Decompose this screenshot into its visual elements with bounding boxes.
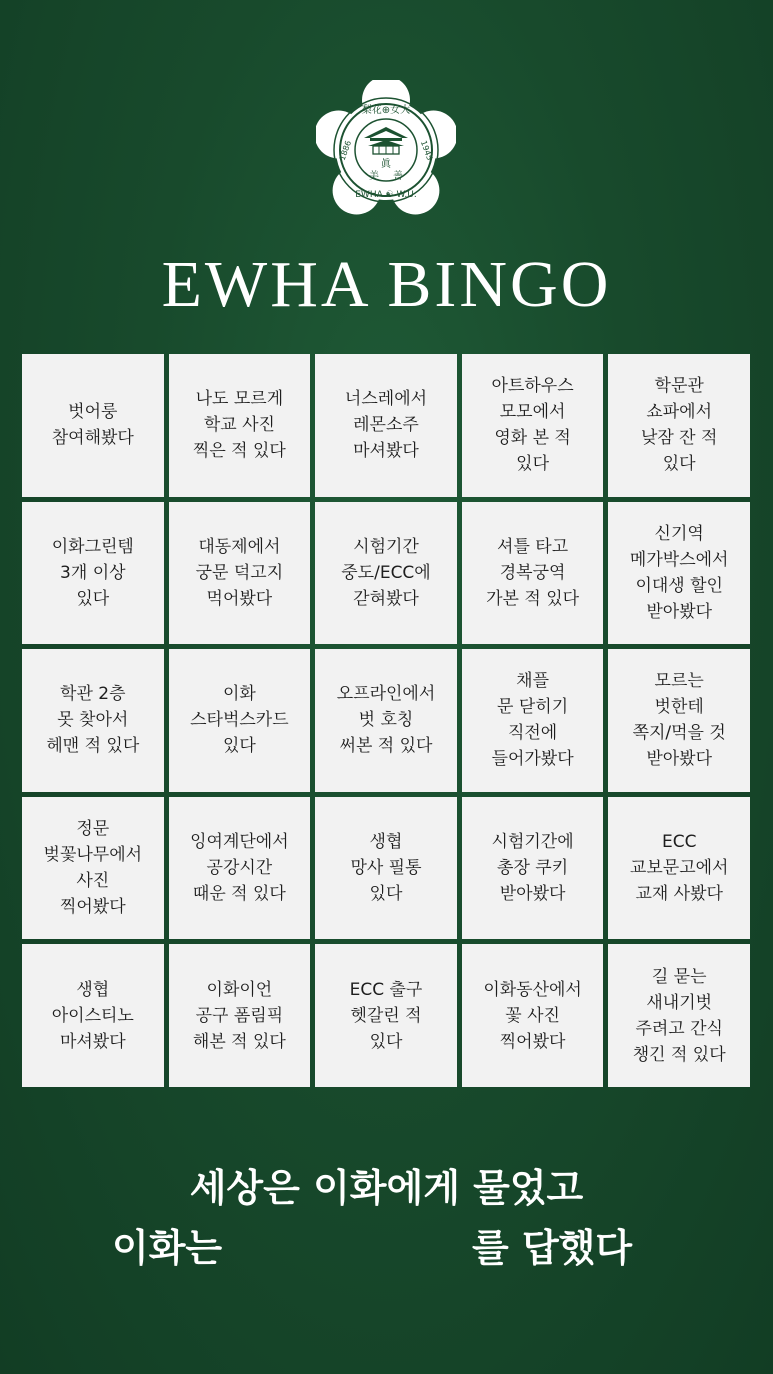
- bingo-cell[interactable]: 벗어룽 참여해봤다: [22, 354, 164, 497]
- seal-char-right: 善: [393, 171, 403, 182]
- bingo-cell[interactable]: 신기역 메가박스에서 이대생 할인 받아봤다: [608, 502, 750, 645]
- bingo-cell[interactable]: 이화동산에서 꽃 사진 찍어봤다: [462, 944, 604, 1087]
- seal-year-left: 1886: [337, 139, 354, 162]
- bingo-cell[interactable]: 셔틀 타고 경복궁역 가본 적 있다: [462, 502, 604, 645]
- seal-char-center: 眞: [381, 159, 391, 170]
- bingo-cell[interactable]: 모르는 벗한테 쪽지/먹을 것 받아봤다: [608, 649, 750, 792]
- bingo-cell[interactable]: ECC 교보문고에서 교재 사봤다: [608, 797, 750, 940]
- bingo-cell[interactable]: ECC 출구 헷갈린 적 있다: [315, 944, 457, 1087]
- bingo-cell[interactable]: 채플 문 닫히기 직전에 들어가봤다: [462, 649, 604, 792]
- bingo-cell[interactable]: 이화 스타벅스카드 있다: [169, 649, 311, 792]
- footer-line-2-left: 이화는: [112, 1226, 223, 1270]
- bingo-cell[interactable]: 생협 아이스티노 마셔봤다: [22, 944, 164, 1087]
- bingo-cell[interactable]: 길 묻는 새내기벗 주려고 간식 챙긴 적 있다: [608, 944, 750, 1087]
- bingo-cell[interactable]: 시험기간 중도/ECC에 갇혀봤다: [315, 502, 457, 645]
- ewha-seal-logo: [316, 80, 456, 220]
- bingo-cell[interactable]: 이화이언 공구 폼림픽 해본 적 있다: [169, 944, 311, 1087]
- seal-char-left: 美: [369, 171, 379, 182]
- bingo-cell[interactable]: 생협 망사 필통 있다: [315, 797, 457, 940]
- seal-bottom-text: EWHA ☯ W.U.: [355, 190, 417, 200]
- bingo-cell[interactable]: 대동제에서 궁문 덕고지 먹어봤다: [169, 502, 311, 645]
- seal-top-text: 梨花⊕女大: [361, 105, 411, 116]
- bingo-cell[interactable]: 잉여계단에서 공강시간 때운 적 있다: [169, 797, 311, 940]
- bingo-cell[interactable]: 이화그린템 3개 이상 있다: [22, 502, 164, 645]
- bingo-cell[interactable]: 나도 모르게 학교 사진 찍은 적 있다: [169, 354, 311, 497]
- bingo-cell[interactable]: 오프라인에서 벗 호칭 써본 적 있다: [315, 649, 457, 792]
- bingo-cell[interactable]: 시험기간에 총장 쿠키 받아봤다: [462, 797, 604, 940]
- bingo-cell[interactable]: 아트하우스 모모에서 영화 본 적 있다: [462, 354, 604, 497]
- bingo-cell[interactable]: 너스레에서 레몬소주 마셔봤다: [315, 354, 457, 497]
- bingo-grid: [22, 354, 750, 1087]
- footer-line-1: 세상은 이화에게 물었고: [189, 1166, 584, 1210]
- seal-year-right: 1945: [418, 139, 435, 162]
- bingo-cell[interactable]: 학관 2층 못 찾아서 헤맨 적 있다: [22, 649, 164, 792]
- bingo-cell[interactable]: 정문 벚꽃나무에서 사진 찍어봤다: [22, 797, 164, 940]
- bingo-cell[interactable]: 학문관 쇼파에서 낮잠 잔 적 있다: [608, 354, 750, 497]
- footer-line-2-right: 를 답했다: [472, 1226, 633, 1270]
- page-title: EWHA BINGO: [161, 248, 612, 321]
